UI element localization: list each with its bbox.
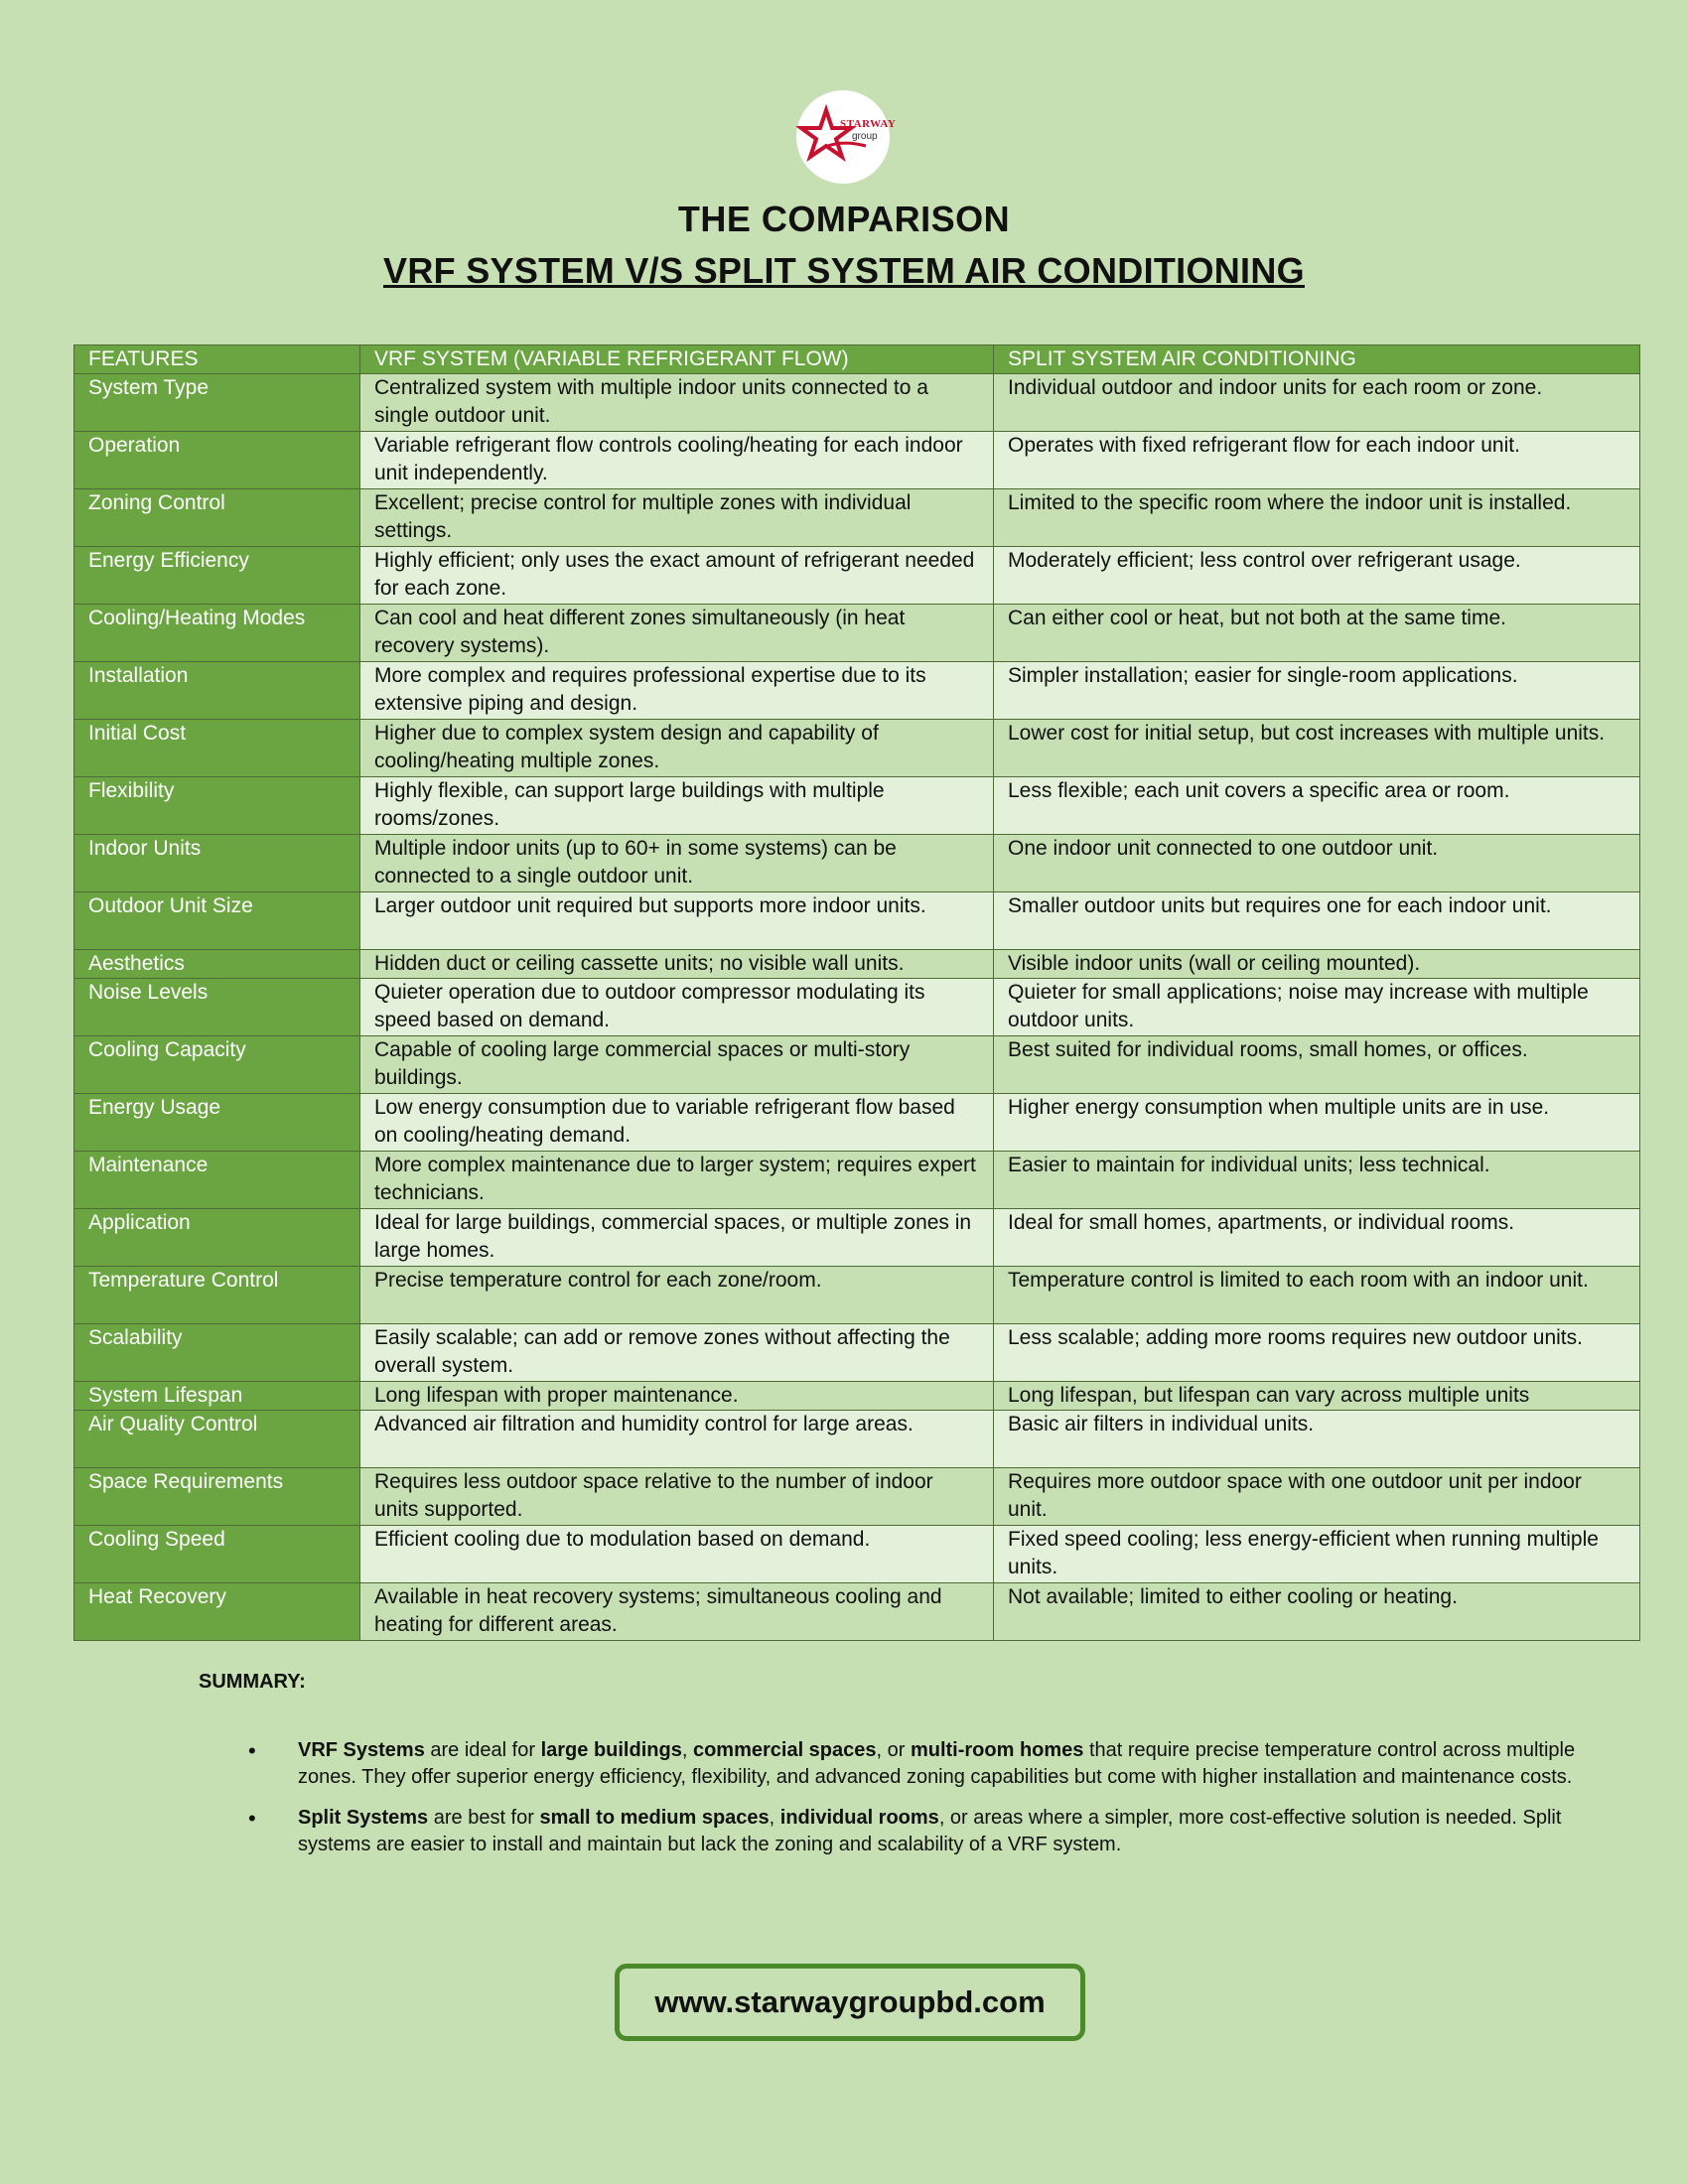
split-cell: Smaller outdoor units but requires one for each indoor unit. <box>994 892 1640 950</box>
feature-cell: Flexibility <box>74 777 360 835</box>
table-row <box>74 1209 1640 1267</box>
vrf-cell: Quieter operation due to outdoor compressor modulating its speed based on demand. <box>360 979 994 1036</box>
vrf-cell: More complex and requires professional expertise due to its extensive piping and design. <box>360 662 994 720</box>
comparison-table <box>73 344 1640 1641</box>
vrf-cell: Available in heat recovery systems; simultaneous cooling and heating for different areas. <box>360 1583 994 1641</box>
feature-cell: Maintenance <box>74 1152 360 1209</box>
vrf-cell: Long lifespan with proper maintenance. <box>360 1382 994 1411</box>
vrf-cell: Requires less outdoor space relative to the number of indoor units supported. <box>360 1468 994 1526</box>
table-row <box>74 835 1640 892</box>
split-cell: One indoor unit connected to one outdoor unit. <box>994 835 1640 892</box>
table-row <box>74 605 1640 662</box>
feature-cell: Energy Usage <box>74 1094 360 1152</box>
table-row <box>74 547 1640 605</box>
split-cell: Less flexible; each unit covers a specific area or room. <box>994 777 1640 835</box>
table-row <box>74 979 1640 1036</box>
split-cell: Operates with fixed refrigerant flow for each indoor unit. <box>994 432 1640 489</box>
vrf-cell: Multiple indoor units (up to 60+ in some systems) can be connected to a single outdoor unit. <box>360 835 994 892</box>
logo-sub-text: group <box>852 131 878 142</box>
split-cell: Can either cool or heat, but not both at the same time. <box>994 605 1640 662</box>
feature-cell: Zoning Control <box>74 489 360 547</box>
table-row <box>74 489 1640 547</box>
table-row <box>74 1094 1640 1152</box>
table-row <box>74 1152 1640 1209</box>
logo-brand-text: STARWAY <box>840 118 897 130</box>
vrf-cell: Larger outdoor unit required but supports more indoor units. <box>360 892 994 950</box>
table-row <box>74 892 1640 950</box>
vrf-cell: Highly efficient; only uses the exact amount of refrigerant needed for each zone. <box>360 547 994 605</box>
summary-text: are ideal for <box>424 1739 541 1761</box>
split-cell: Requires more outdoor space with one outdoor unit per indoor unit. <box>994 1468 1640 1526</box>
feature-cell: Cooling Capacity <box>74 1036 360 1094</box>
split-cell: Individual outdoor and indoor units for each room or zone. <box>994 374 1640 432</box>
summary-bold: multi-room homes <box>910 1739 1084 1761</box>
vrf-cell: Efficient cooling due to modulation based on demand. <box>360 1526 994 1583</box>
split-cell: Higher energy consumption when multiple units are in use. <box>994 1094 1640 1152</box>
summary-bold: large buildings <box>540 1739 682 1761</box>
split-cell: Basic air filters in individual units. <box>994 1411 1640 1468</box>
table-row <box>74 1382 1640 1411</box>
vrf-cell: Excellent; precise control for multiple zones with individual settings. <box>360 489 994 547</box>
feature-cell: System Type <box>74 374 360 432</box>
feature-cell: Air Quality Control <box>74 1411 360 1468</box>
table-row <box>74 662 1640 720</box>
table-row <box>74 1526 1640 1583</box>
feature-cell: Aesthetics <box>74 950 360 979</box>
feature-cell: Application <box>74 1209 360 1267</box>
table-row <box>74 1324 1640 1382</box>
feature-cell: Cooling Speed <box>74 1526 360 1583</box>
feature-cell: Indoor Units <box>74 835 360 892</box>
feature-cell: System Lifespan <box>74 1382 360 1411</box>
split-cell: Ideal for small homes, apartments, or individual rooms. <box>994 1209 1640 1267</box>
table-row <box>74 374 1640 432</box>
summary-bold: small to medium spaces <box>539 1807 770 1829</box>
bullet-icon: • <box>248 1806 256 1831</box>
page-title: THE COMPARISON <box>677 199 1011 239</box>
vrf-cell: Advanced air filtration and humidity control for large areas. <box>360 1411 994 1468</box>
summary-bold: Split Systems <box>298 1807 429 1829</box>
table-row <box>74 1036 1640 1094</box>
split-cell: Fixed speed cooling; less energy-efficient when running multiple units. <box>994 1526 1640 1583</box>
vrf-cell: Precise temperature control for each zone/room. <box>360 1267 994 1324</box>
header-split: SPLIT SYSTEM AIR CONDITIONING <box>994 345 1640 374</box>
summary-text: are best for <box>428 1807 540 1829</box>
vrf-cell: Capable of cooling large commercial spaces or multi-story buildings. <box>360 1036 994 1094</box>
split-cell: Long lifespan, but lifespan can vary across multiple units <box>994 1382 1640 1411</box>
summary-item-split <box>248 1805 1579 1858</box>
header-vrf: VRF SYSTEM (VARIABLE REFRIGERANT FLOW) <box>360 345 994 374</box>
split-cell: Quieter for small applications; noise may increase with multiple outdoor units. <box>994 979 1640 1036</box>
website-link[interactable]: www.starwaygroupbd.com <box>615 1964 1085 2041</box>
bullet-icon: • <box>248 1738 256 1763</box>
vrf-cell: Highly flexible, can support large buildings with multiple rooms/zones. <box>360 777 994 835</box>
split-cell: Easier to maintain for individual units; less technical. <box>994 1152 1640 1209</box>
feature-cell: Outdoor Unit Size <box>74 892 360 950</box>
summary-list <box>228 1737 1579 1872</box>
summary-title: SUMMARY: <box>199 1671 306 1693</box>
feature-cell: Installation <box>74 662 360 720</box>
feature-cell: Operation <box>74 432 360 489</box>
split-cell: Not available; limited to either cooling or heating. <box>994 1583 1640 1641</box>
summary-bold: commercial spaces <box>692 1739 877 1761</box>
vrf-cell: More complex maintenance due to larger system; requires expert technicians. <box>360 1152 994 1209</box>
summary-text: that require precise temperature control across multiple zones. They offer superior energy efficiency, flexibility, and advanced zoning capabilities but come with higher installation and maintenance costs. <box>298 1739 1576 1788</box>
table-row <box>74 1468 1640 1526</box>
feature-cell: Energy Efficiency <box>74 547 360 605</box>
feature-cell: Heat Recovery <box>74 1583 360 1641</box>
summary-bold: VRF Systems <box>298 1739 425 1761</box>
feature-cell: Temperature Control <box>74 1267 360 1324</box>
vrf-cell: Can cool and heat different zones simultaneously (in heat recovery systems). <box>360 605 994 662</box>
table-header-row <box>74 345 1640 374</box>
summary-text: , <box>769 1807 780 1829</box>
summary-bold: individual rooms <box>779 1807 939 1829</box>
vrf-cell: Hidden duct or ceiling cassette units; no visible wall units. <box>360 950 994 979</box>
feature-cell: Initial Cost <box>74 720 360 777</box>
table-row <box>74 432 1640 489</box>
split-cell: Visible indoor units (wall or ceiling mounted). <box>994 950 1640 979</box>
header-features: FEATURES <box>74 345 360 374</box>
table-row <box>74 1267 1640 1324</box>
table-row <box>74 720 1640 777</box>
split-cell: Lower cost for initial setup, but cost increases with multiple units. <box>994 720 1640 777</box>
split-cell: Temperature control is limited to each room with an indoor unit. <box>994 1267 1640 1324</box>
table-row <box>74 950 1640 979</box>
vrf-cell: Easily scalable; can add or remove zones without affecting the overall system. <box>360 1324 994 1382</box>
table-row <box>74 777 1640 835</box>
feature-cell: Cooling/Heating Modes <box>74 605 360 662</box>
feature-cell: Noise Levels <box>74 979 360 1036</box>
feature-cell: Space Requirements <box>74 1468 360 1526</box>
split-cell: Moderately efficient; less control over refrigerant usage. <box>994 547 1640 605</box>
split-cell: Limited to the specific room where the indoor unit is installed. <box>994 489 1640 547</box>
vrf-cell: Ideal for large buildings, commercial spaces, or multiple zones in large homes. <box>360 1209 994 1267</box>
vrf-cell: Low energy consumption due to variable refrigerant flow based on cooling/heating demand. <box>360 1094 994 1152</box>
summary-text: , or areas where a simpler, more cost-effective solution is needed. Split systems are easier to install and maintain but lack the zoning and scalability of a VRF system. <box>298 1807 1562 1855</box>
vrf-cell: Centralized system with multiple indoor units connected to a single outdoor unit. <box>360 374 994 432</box>
summary-item-vrf <box>248 1737 1579 1791</box>
feature-cell: Scalability <box>74 1324 360 1382</box>
vrf-cell: Higher due to complex system design and capability of cooling/heating multiple zones. <box>360 720 994 777</box>
table-row <box>74 1411 1640 1468</box>
summary-text: , <box>681 1739 693 1761</box>
table-row <box>74 1583 1640 1641</box>
page-subtitle: VRF SYSTEM V/S SPLIT SYSTEM AIR CONDITIONING <box>383 250 1305 291</box>
split-cell: Simpler installation; easier for single-room applications. <box>994 662 1640 720</box>
split-cell: Less scalable; adding more rooms requires new outdoor units. <box>994 1324 1640 1382</box>
vrf-cell: Variable refrigerant flow controls cooling/heating for each indoor unit independently. <box>360 432 994 489</box>
split-cell: Best suited for individual rooms, small homes, or offices. <box>994 1036 1640 1094</box>
starway-logo <box>796 90 897 184</box>
summary-text: , or <box>876 1739 911 1761</box>
